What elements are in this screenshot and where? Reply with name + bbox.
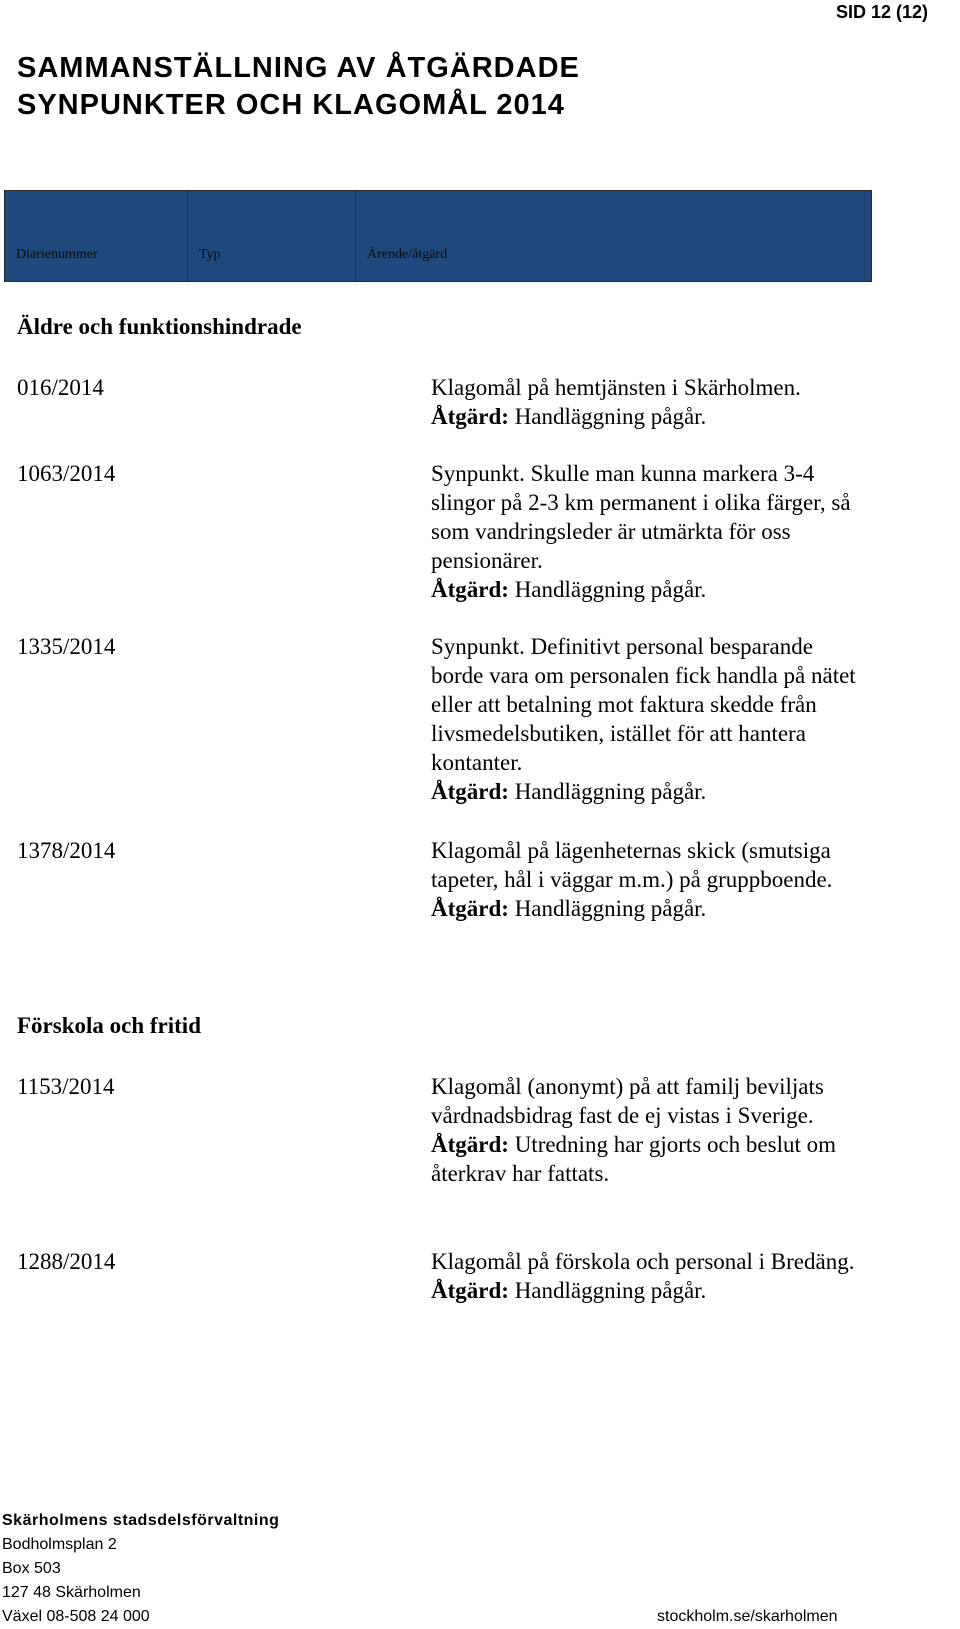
- entry-text: Klagomål på lägenheternas skick (smutsiga tapeter, hål i väggar m.m.) på gruppboende.: [431, 838, 833, 892]
- entry-id: 1063/2014: [17, 461, 116, 486]
- entry-action: [431, 402, 861, 431]
- entry-id: 1335/2014: [17, 634, 116, 659]
- entry-text: Klagomål på hemtjänsten i Skärholmen.: [431, 375, 801, 400]
- footer-box: Box 503: [2, 1560, 61, 1577]
- header-cell-diarienummer: [5, 191, 188, 281]
- entry-description: [431, 1247, 861, 1305]
- entry-action: [431, 575, 861, 604]
- header-cell-typ: [188, 191, 356, 281]
- footer-address: Bodholmsplan 2: [2, 1536, 117, 1553]
- footer-postal: 127 48 Skärholmen: [2, 1584, 141, 1601]
- action-label: Åtgärd:: [431, 404, 509, 429]
- action-text: Handläggning pågår.: [514, 1278, 707, 1303]
- action-label: Åtgärd:: [431, 896, 509, 921]
- section-title: Äldre och funktionshindrade: [17, 314, 302, 339]
- page-footer: [0, 1509, 960, 1629]
- entry-id: 016/2014: [17, 375, 104, 400]
- document-title-line-1: SAMMANSTÄLLNING AV ÅTGÄRDADE: [17, 52, 580, 84]
- entry-description: [431, 1072, 861, 1188]
- header-label-diarienummer: Diarienummer: [16, 247, 98, 262]
- table-header: [4, 190, 872, 282]
- action-label: Åtgärd:: [431, 1132, 509, 1157]
- entry-description: [431, 459, 861, 604]
- entry-description: [431, 632, 861, 806]
- entry-text: Synpunkt. Skulle man kunna markera 3-4 slingor på 2-3 km permanent i olika färger, så som vandringsleder är utmärkta för oss pensionärer.: [431, 461, 851, 573]
- entry-description: [431, 836, 861, 923]
- action-label: Åtgärd:: [431, 779, 509, 804]
- footer-website-link[interactable]: stockholm.se/skarholmen: [657, 1608, 838, 1625]
- entry-id: 1288/2014: [17, 1249, 116, 1274]
- entry-id: 1153/2014: [17, 1074, 115, 1099]
- header-cell-arende: [356, 191, 871, 281]
- action-text: Handläggning pågår.: [514, 896, 707, 921]
- header-label-arende: Ärende/åtgärd: [367, 247, 448, 262]
- entry-action: [431, 777, 861, 806]
- footer-organization: Skärholmens stadsdelsförvaltning: [2, 1512, 280, 1529]
- entry-text: Synpunkt. Definitivt personal besparande borde vara om personalen fick handla på nätet eller att betalning mot faktura skedde från livsmedelsbutiken, istället för att hantera kontanter.: [431, 634, 856, 775]
- action-label: Åtgärd:: [431, 577, 509, 602]
- document-title-line-2: SYNPUNKTER OCH KLAGOMÅL 2014: [17, 89, 565, 121]
- entry-action: [431, 894, 861, 923]
- action-text: Handläggning pågår.: [514, 779, 707, 804]
- entry-id: 1378/2014: [17, 838, 116, 863]
- section-title: Förskola och fritid: [17, 1013, 201, 1038]
- entry-text: Klagomål (anonymt) på att familj beviljats vårdnadsbidrag fast de ej vistas i Sverige.: [431, 1074, 824, 1128]
- header-label-typ: Typ: [199, 247, 221, 262]
- action-label: Åtgärd:: [431, 1278, 509, 1303]
- footer-phone: Växel 08-508 24 000: [2, 1608, 150, 1625]
- action-text: Utredning har gjorts och beslut om återkrav har fattats.: [431, 1132, 836, 1186]
- action-text: Handläggning pågår.: [514, 404, 707, 429]
- entry-action: [431, 1276, 861, 1305]
- action-text: Handläggning pågår.: [514, 577, 707, 602]
- entry-text: Klagomål på förskola och personal i Bredäng.: [431, 1249, 855, 1274]
- entry-action: [431, 1130, 861, 1188]
- document-title: [17, 50, 580, 124]
- entry-description: [431, 373, 861, 431]
- page-number: SID 12 (12): [835, 2, 928, 22]
